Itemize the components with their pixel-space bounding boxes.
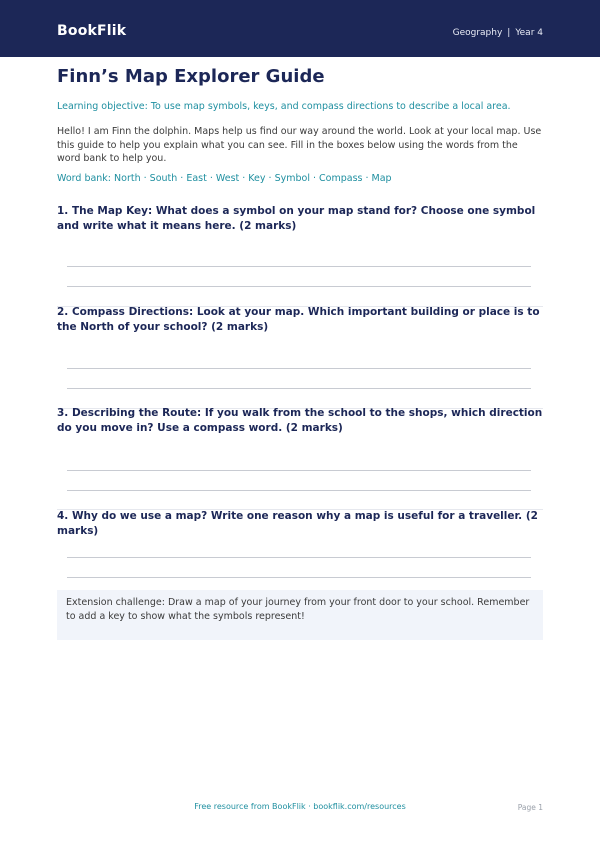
answer-line-4a[interactable] xyxy=(67,557,531,558)
meta-separator: | xyxy=(507,28,511,38)
year-label: Year 4 xyxy=(515,28,543,38)
answer-line-3a[interactable] xyxy=(67,470,531,471)
learning-objective: Learning objective: To use map symbols, keys, and compass directions to describe a local area. xyxy=(57,101,511,112)
header-bar xyxy=(0,0,600,57)
answer-line-3b[interactable] xyxy=(67,490,531,491)
answer-line-2a[interactable] xyxy=(67,368,531,369)
page-title: Finn’s Map Explorer Guide xyxy=(57,66,325,87)
subject-label: Geography xyxy=(452,28,503,38)
extension-text: Extension challenge: Draw a map of your journey from your front door to your school. Remember to add a key to show what the symbols represent! xyxy=(66,597,530,622)
question-4: 4. Why do we use a map? Write one reason why a map is useful for a traveller. (2 marks) xyxy=(57,510,538,537)
word-bank: Word bank: North · South · East · West · Key · Symbol · Compass · Map xyxy=(57,173,392,184)
page-number: Page 1 xyxy=(517,803,543,812)
answer-line-1b[interactable] xyxy=(67,286,531,287)
question-3: 3. Describing the Route: If you walk from the school to the shops, which direction do you move in? Use a compass word. (2 marks) xyxy=(57,407,543,434)
brand-logo[interactable]: BookFlik xyxy=(57,23,127,39)
question-1: 1. The Map Key: What does a symbol on your map stand for? Choose one symbol and write what it means here. (2 marks) xyxy=(57,205,536,232)
extension-box xyxy=(57,590,543,640)
answer-line-1a[interactable] xyxy=(67,266,531,267)
answer-line-4b[interactable] xyxy=(67,577,531,578)
footer-resource-link[interactable]: Free resource from BookFlik · bookflik.com/resources xyxy=(194,802,406,811)
answer-line-2b[interactable] xyxy=(67,388,531,389)
subject-year-label xyxy=(453,28,543,38)
intro-text: Hello! I am Finn the dolphin. Maps help us find our way around the world. Look at your local map. Use this guide to help you explain what you can see. Fill in the boxes below using the words from the word bank to help you. xyxy=(57,126,542,164)
question-2: 2. Compass Directions: Look at your map. Which important building or place is to the North of your school? (2 marks) xyxy=(57,306,540,333)
